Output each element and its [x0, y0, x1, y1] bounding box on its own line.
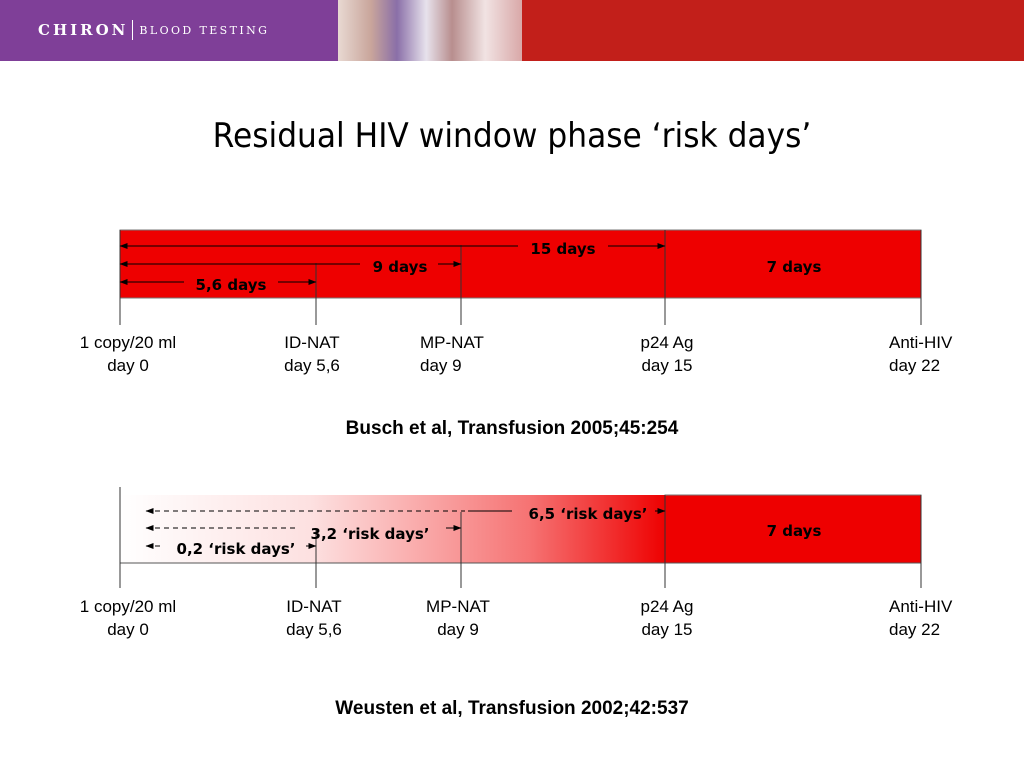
- diagram1-marker-mpnat: [420, 331, 520, 377]
- marker-name: p24 Ag: [640, 597, 694, 616]
- diagram2-marker-p24: [617, 595, 717, 641]
- diagram2-label-7-days: 7 days: [766, 522, 822, 540]
- marker-name: p24 Ag: [640, 333, 694, 352]
- diagram1-label-15-days: 15 days: [530, 240, 596, 258]
- marker-name: Anti-HIV: [889, 333, 953, 352]
- diagram1-marker-day0: [60, 331, 196, 377]
- diagram2-label-02-risk-days: 0,2 ‘risk days’: [176, 540, 296, 558]
- diagram1-marker-idnat: [262, 331, 362, 377]
- marker-name: MP-NAT: [420, 333, 484, 352]
- marker-name: MP-NAT: [426, 597, 490, 616]
- brand-main-text: CHIRON: [38, 21, 129, 39]
- diagram2-marker-antihiv: [889, 595, 989, 641]
- marker-day: day 15: [641, 620, 693, 639]
- marker-name: ID-NAT: [286, 597, 342, 616]
- diagram2-label-65-risk-days: 6,5 ‘risk days’: [528, 505, 648, 523]
- diagram1-label-7-days: 7 days: [766, 258, 822, 276]
- marker-day: day 5,6: [284, 356, 340, 375]
- diagram1-label-56-days: 5,6 days: [195, 276, 267, 294]
- marker-day: day 5,6: [286, 620, 342, 639]
- marker-day: day 9: [437, 620, 479, 639]
- diagram1-marker-antihiv: [889, 331, 989, 377]
- diagram1-citation: Busch et al, Transfusion 2005;45:254: [345, 418, 679, 439]
- page-title: Residual HIV window phase ‘risk days’: [212, 116, 812, 156]
- diagram2-citation: Weusten et al, Transfusion 2002;42:537: [335, 698, 689, 719]
- marker-name: 1 copy/20 ml: [79, 333, 177, 352]
- diagram1-label-9-days: 9 days: [372, 258, 428, 276]
- marker-day: day 0: [107, 356, 149, 375]
- marker-day: day 9: [420, 356, 462, 375]
- diagram2-marker-day0: [60, 595, 196, 641]
- brand-sub-text: BLOOD TESTING: [139, 23, 270, 37]
- diagram2-label-32-risk-days: 3,2 ‘risk days’: [310, 525, 430, 543]
- diagram2-marker-mpnat: [408, 595, 508, 641]
- diagram2: [120, 487, 921, 588]
- diagram2-marker-idnat: [262, 595, 366, 641]
- marker-name: Anti-HIV: [889, 597, 953, 616]
- diagram1-marker-p24: [617, 331, 717, 377]
- diagram1: [120, 230, 921, 325]
- marker-name: ID-NAT: [284, 333, 340, 352]
- marker-name: 1 copy/20 ml: [79, 597, 177, 616]
- marker-day: day 22: [889, 620, 941, 639]
- marker-day: day 15: [641, 356, 693, 375]
- marker-day: day 22: [889, 356, 941, 375]
- marker-day: day 0: [107, 620, 149, 639]
